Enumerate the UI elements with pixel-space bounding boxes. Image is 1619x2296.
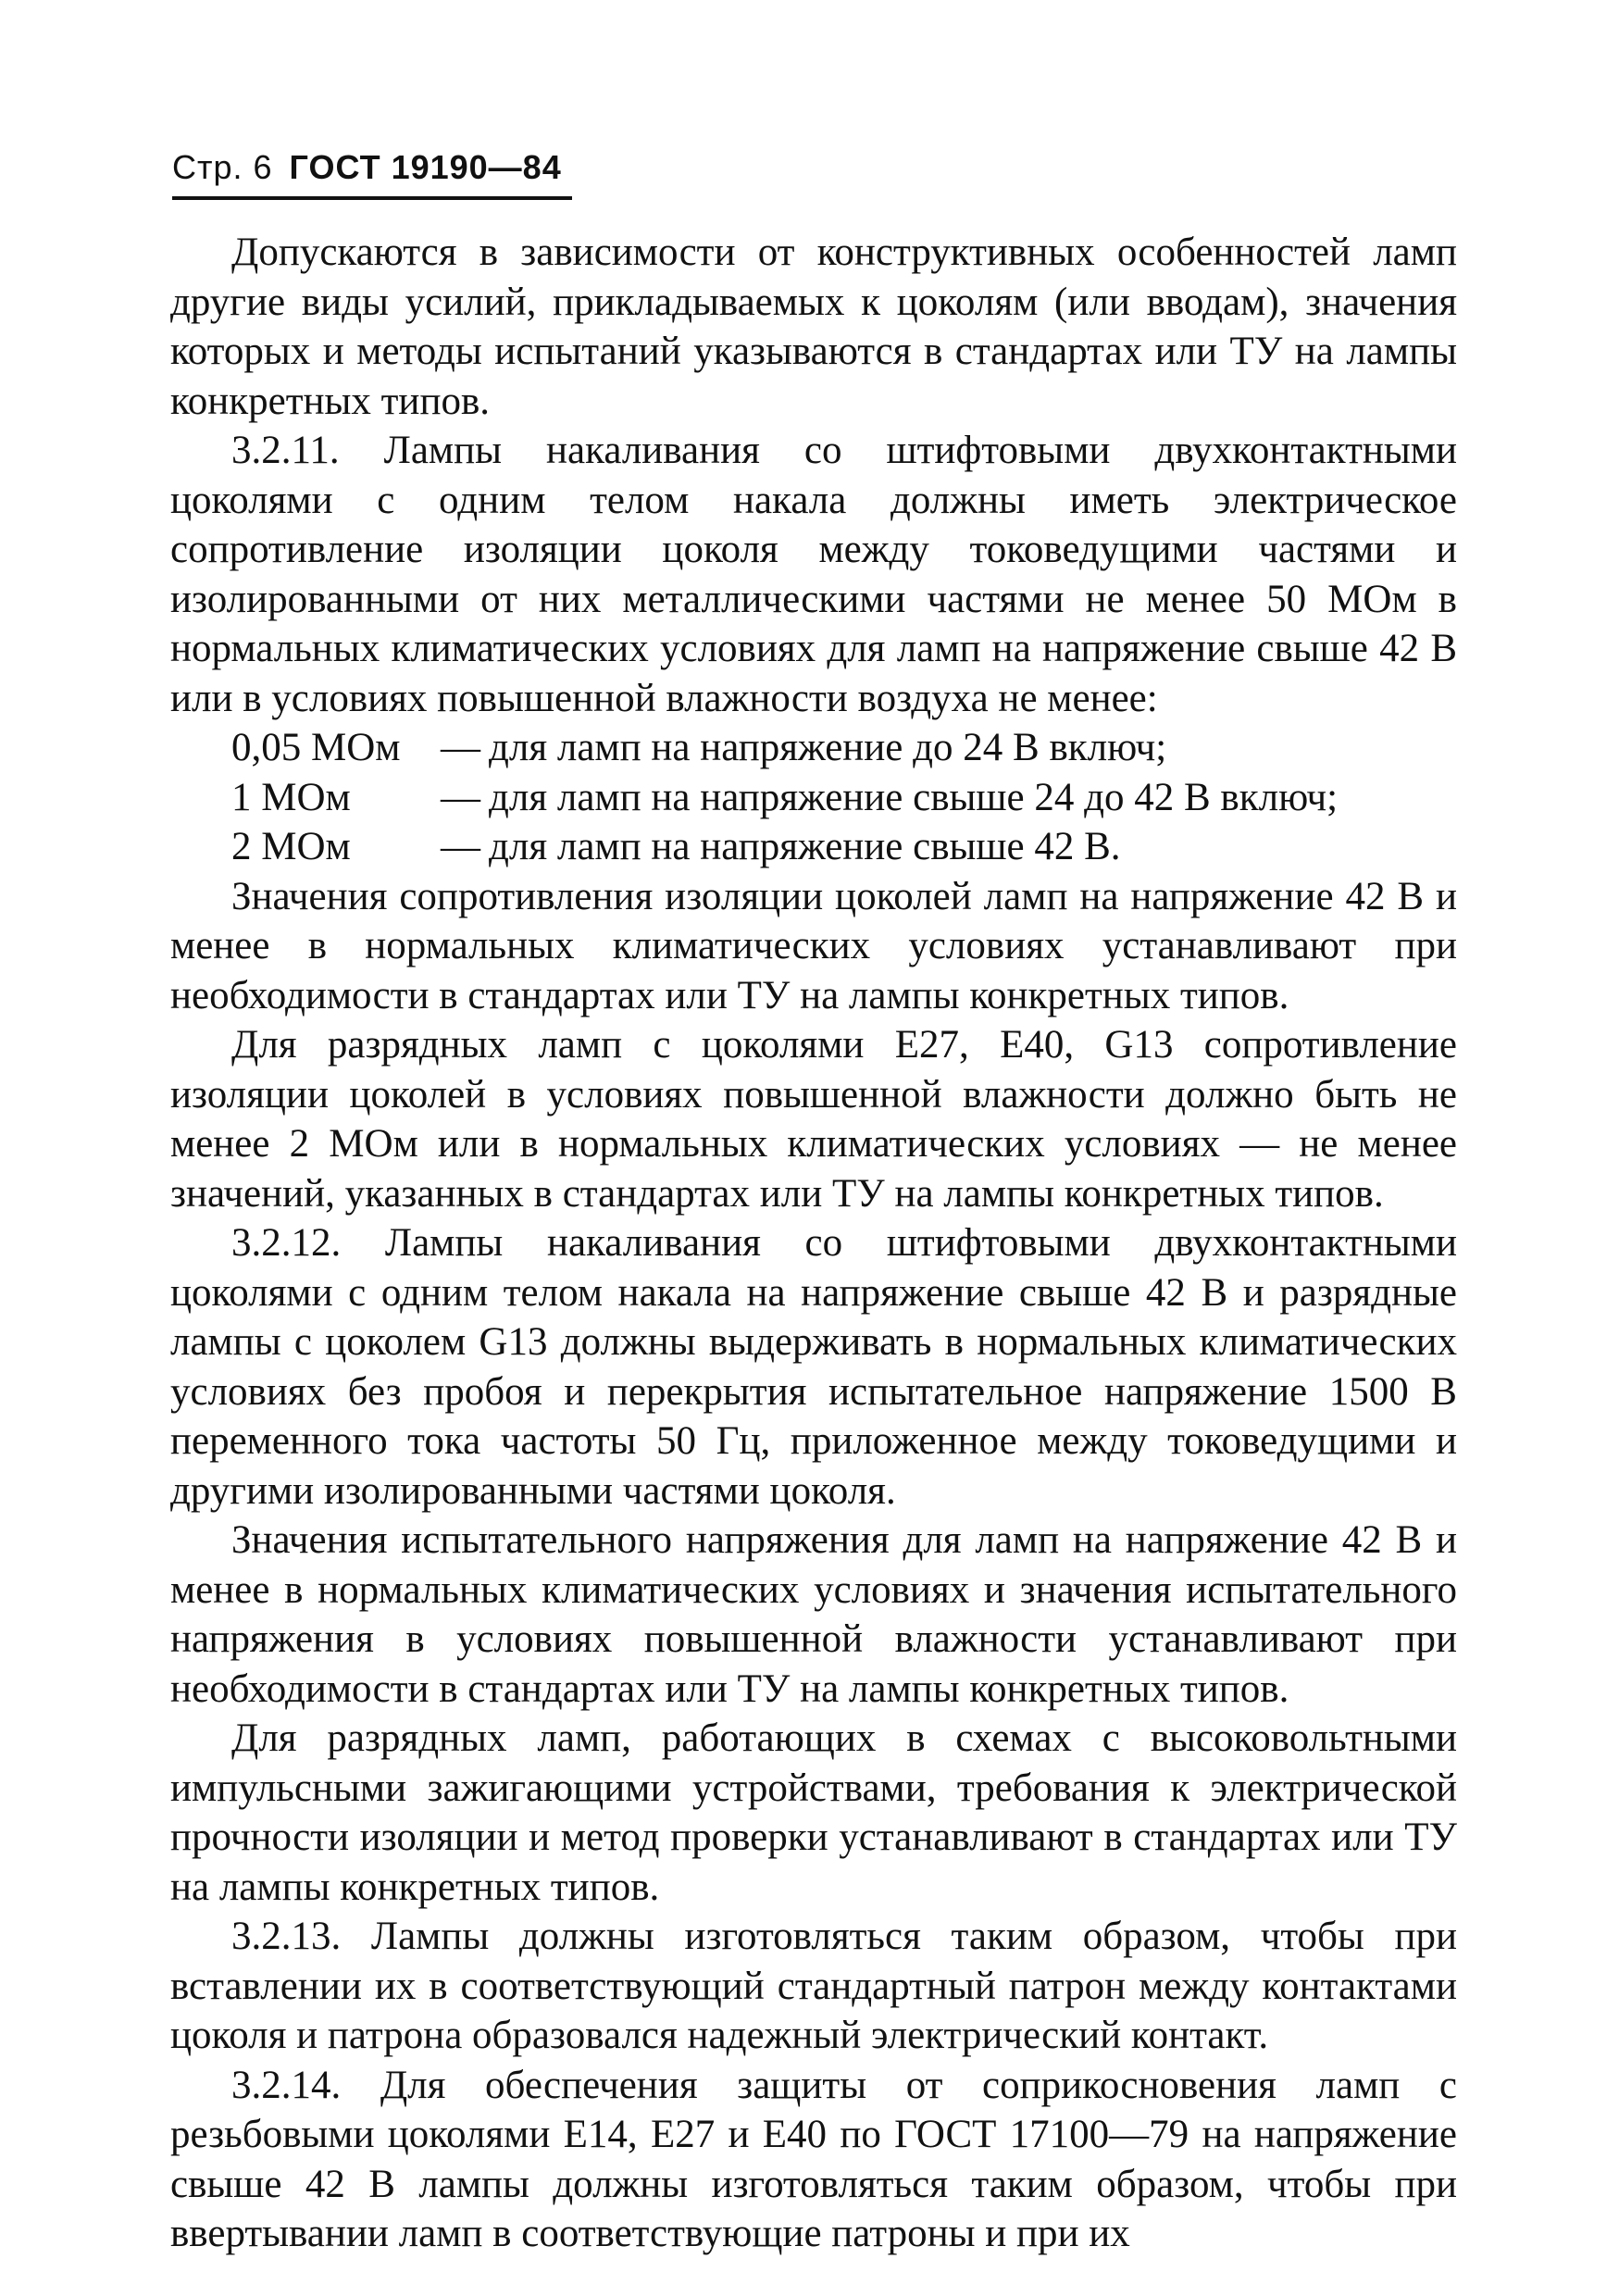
paragraph-3-2-13: 3.2.13. Лампы должны изготовляться таким образом, чтобы при вставлении их в соответствующий стандартный патрон между контактами цоколя и патрона образовался надежный электрический контакт. [170, 1915, 1457, 2057]
paragraph: Для разрядных ламп, работающих в схемах с высоковольтными импульсными зажигающими устройствами, требования к электрической прочности изоляции и метод проверки устанавливают в стандартах или ТУ на лампы конкретных типов. [170, 1716, 1457, 1909]
header-rule [172, 196, 572, 200]
resistance-value: 0,05 МОм [231, 726, 401, 769]
standard-designation: ГОСТ 19190—84 [289, 148, 562, 186]
paragraph: Для разрядных ламп с цоколями E27, E40, G13 сопротивление изоляции цоколей в условиях повышенной влажности должно быть не менее 2 МОм или в нормальных климатических условиях — не менее значений, указанных в стандартах или ТУ на лампы конкретных типов. [170, 1023, 1457, 1216]
resistance-list-item [170, 723, 1457, 773]
paragraph: Допускаются в зависимости от конструктивных особенностей ламп другие виды усилий, прикладываемых к цоколям (или вводам), значения которых и методы испытаний указываются в стандартах или ТУ на лампы конкретных типов. [170, 231, 1457, 423]
page-number: Стр. 6 [172, 148, 273, 186]
resistance-list-item [170, 773, 1457, 823]
dash: — [441, 825, 480, 868]
document-body [170, 228, 1457, 2259]
paragraph: Значения испытательного напряжения для ламп на напряжение 42 В и менее в нормальных климатических условиях и значения испытательного напряжения в условиях повышенной влажности устанавливают при необходимости в стандартах или ТУ на лампы конкретных типов. [170, 1518, 1457, 1711]
paragraph-3-2-14: 3.2.14. Для обеспечения защиты от соприкосновения ламп с резьбовыми цоколями E14, E27 и E40 по ГОСТ 17100—79 на напряжение свыше 42 В лампы должны изготовляться таким образом, чтобы при ввертывании ламп в соответствующие патроны и при их [170, 2063, 1457, 2255]
resistance-condition: для ламп на напряжение свыше 24 до 42 В включ; [489, 775, 1339, 819]
paragraph-3-2-11: 3.2.11. Лампы накаливания со штифтовыми двухконтактными цоколями с одним телом накала должны иметь электрическое сопротивление изоляции цоколя между токоведущими частями и изолированными от них металлическими частями не менее 50 МОм в нормальных климатических условиях для ламп на напряжение свыше 42 В или в условиях повышенной влажности воздуха не менее: [170, 429, 1457, 720]
page-header [172, 146, 562, 189]
dash: — [441, 726, 480, 769]
resistance-value: 1 МОм [231, 775, 351, 819]
resistance-list-item [170, 822, 1457, 872]
dash: — [441, 775, 480, 819]
resistance-condition: для ламп на напряжение до 24 В включ; [489, 726, 1167, 769]
paragraph-3-2-12: 3.2.12. Лампы накаливания со штифтовыми двухконтактными цоколями с одним телом накала на напряжение свыше 42 В и разрядные лампы с цоколем G13 должны выдерживать в нормальных климатических условиях без пробоя и перекрытия испытательное напряжение 1500 В переменного тока частоты 50 Гц, приложенное между токоведущими и другими изолированными частями цоколя. [170, 1221, 1457, 1513]
paragraph: Значения сопротивления изоляции цоколей ламп на напряжение 42 В и менее в нормальных климатических условиях устанавливают при необходимости в стандартах или ТУ на лампы конкретных типов. [170, 874, 1457, 1017]
resistance-value: 2 МОм [231, 825, 351, 868]
resistance-condition: для ламп на напряжение свыше 42 В. [489, 825, 1121, 868]
